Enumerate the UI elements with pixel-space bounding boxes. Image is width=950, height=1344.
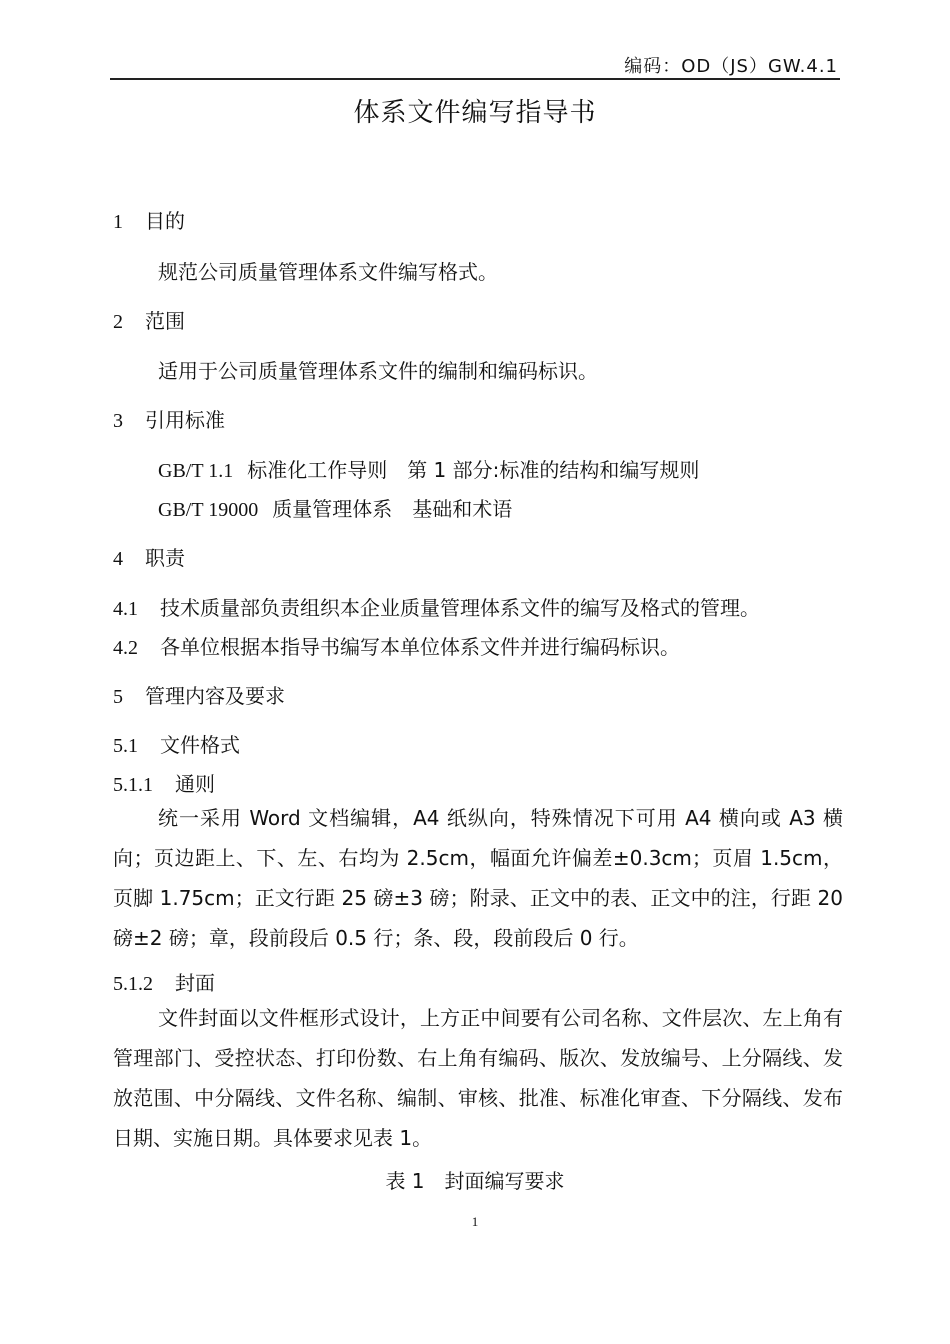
clause-5-1-2-heading: [113, 967, 215, 996]
clause-text: 技术质量部负责组织本企业质量管理体系文件的编写及格式的管理。: [160, 596, 760, 620]
section-title: 职责: [145, 546, 185, 570]
clause-text: 各单位根据本指导书编写本单位体系文件并进行编码标识。: [160, 635, 680, 659]
clause-number: 5.1.2: [113, 973, 153, 995]
page-number: 1: [471, 1214, 479, 1229]
clause-4-1: [113, 592, 760, 621]
clause-5-1-1-heading: [113, 768, 215, 797]
document-code: 编码：OD（JS）GW.4.1: [624, 56, 838, 77]
clause-5-1-1-body: 统一采用 Word 文档编辑，A4 纸纵向，特殊情况下可用 A4 横向或 A3 横向；页边距上、下、左、右均为 2.5cm，幅面允许偏差±0.3cm；页眉 1.5cm，页脚 1.75cm；正文行距 25 磅±3 磅；附录、正文中的表、正文中的注，行距 20 磅±2 磅；章，段前段后 0.5 行；条、段，段前段后 0 行。: [113, 806, 843, 950]
section-5-heading: [113, 680, 285, 709]
section-1-heading: [113, 205, 185, 234]
section-title: 目的: [145, 209, 185, 233]
section-3-heading: [113, 404, 225, 433]
clause-number: 4.1: [113, 598, 138, 620]
clause-title: 封面: [175, 971, 215, 995]
section-4-heading: [113, 542, 185, 571]
document-title: 体系文件编写指导书: [353, 98, 597, 128]
clause-number: 4.2: [113, 637, 138, 659]
section-number: 2: [113, 311, 123, 333]
clause-number: 5.1.1: [113, 774, 153, 796]
section-number: 4: [113, 548, 123, 570]
clause-number: 5.1: [113, 735, 138, 757]
section-1-body: 规范公司质量管理体系文件编写格式。: [158, 260, 498, 284]
header-divider: [110, 78, 840, 80]
section-2-heading: [113, 305, 185, 334]
section-number: 5: [113, 686, 123, 708]
standard-name: 质量管理体系 基础和术语: [272, 497, 513, 521]
reference-standard-1: [158, 454, 699, 483]
section-title: 范围: [145, 309, 185, 333]
clause-5-1-2-body: 文件封面以文件框形式设计，上方正中间要有公司名称、文件层次、左上角有管理部门、受控状态、打印份数、右上角有编码、版次、发放编号、上分隔线、发放范围、中分隔线、文件名称、编制、审核、批准、标准化审查、下分隔线、发布日期、实施日期。具体要求见表 1。: [113, 1006, 843, 1150]
table-caption: 表 1 封面编写要求: [385, 1169, 565, 1193]
section-number: 3: [113, 410, 123, 432]
standard-code: GB/T 1.1: [158, 460, 234, 482]
section-title: 管理内容及要求: [145, 684, 285, 708]
clause-title: 文件格式: [160, 733, 240, 757]
section-number: 1: [113, 211, 123, 233]
standard-name: 标准化工作导则 第 1 部分:标准的结构和编写规则: [247, 458, 700, 482]
clause-4-2: [113, 631, 680, 660]
section-2-body: 适用于公司质量管理体系文件的编制和编码标识。: [158, 359, 598, 383]
reference-standard-2: [158, 493, 512, 522]
clause-title: 通则: [175, 772, 215, 796]
standard-code: GB/T 19000: [158, 499, 259, 521]
section-title: 引用标准: [145, 408, 225, 432]
clause-5-1-heading: [113, 729, 240, 758]
